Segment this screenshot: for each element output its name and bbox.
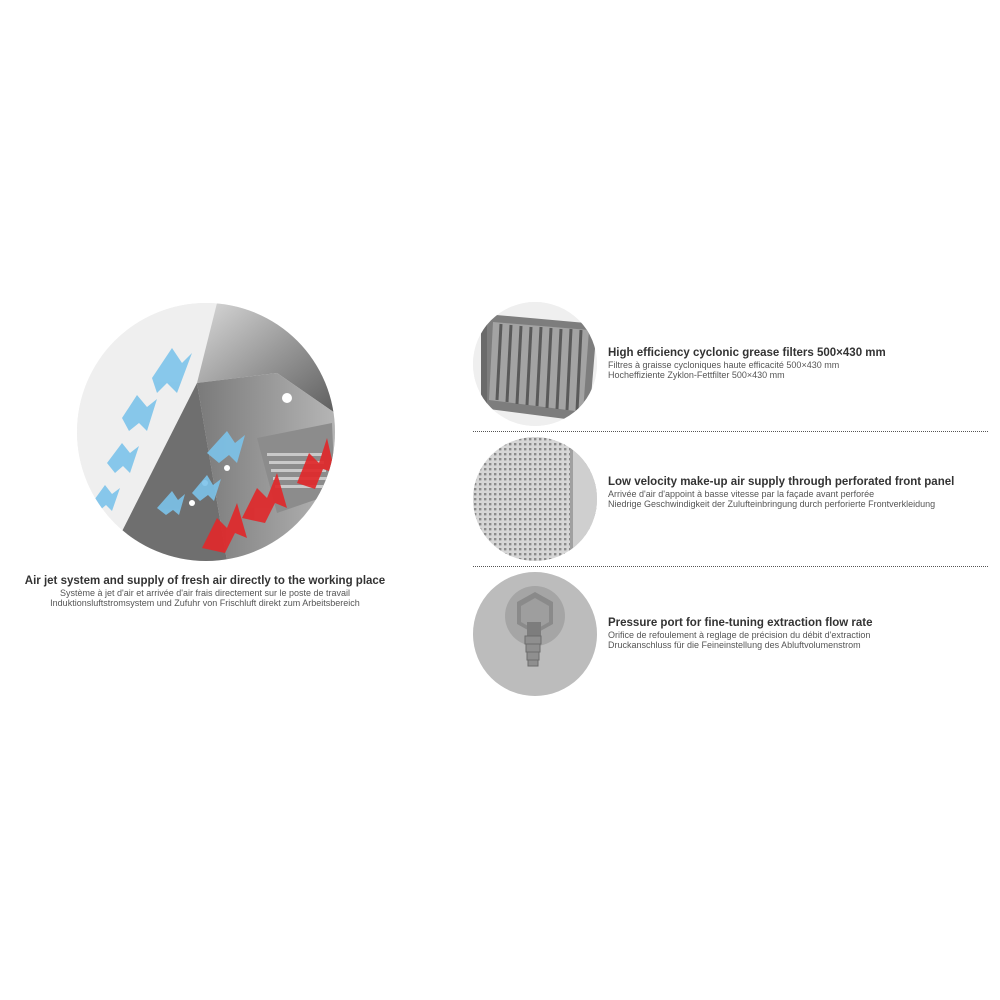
feature-text-panel [608, 476, 988, 509]
grease-filter-icon [473, 302, 597, 426]
kitchen-hood-airflow-icon [77, 303, 335, 561]
left-caption-de: Induktionsluftstromsystem und Zufuhr von Frischluft direkt zum Arbeitsbereich [50, 598, 360, 608]
grease-filter-image [473, 302, 597, 426]
feature-title-filters: High efficiency cyclonic grease filters 500×430 mm [608, 347, 886, 359]
feature-title-port: Pressure port for fine-tuning extraction flow rate [608, 617, 873, 629]
perforated-panel-icon [473, 437, 597, 561]
feature-text-port [608, 617, 988, 650]
divider-1 [473, 431, 988, 432]
feature-fr-panel: Arrivée d'air d'appoint à basse vitesse par la façade avant perforée [608, 489, 875, 499]
perforated-panel-image [473, 437, 597, 561]
feature-fr-filters: Filtres à graisse cycloniques haute efficacité 500×430 mm [608, 360, 840, 370]
pressure-port-icon [473, 572, 597, 696]
feature-de-filters: Hocheffiziente Zyklon-Fettfilter 500×430 mm [608, 370, 785, 380]
left-caption-fr: Système à jet d'air et arrivée d'air frais directement sur le poste de travail [59, 588, 351, 598]
feature-de-panel: Niedrige Geschwindigkeit der Zulufteinbringung durch perforierte Frontverkleidung [608, 499, 936, 509]
feature-title-panel: Low velocity make-up air supply through perforated front panel [608, 476, 955, 488]
left-caption-title: Air jet system and supply of fresh air directly to the working place [24, 575, 386, 587]
hood-airflow-image [77, 303, 335, 561]
left-caption [0, 575, 410, 608]
feature-text-filters [608, 347, 988, 380]
feature-fr-port: Orifice de refoulement à reglage de précision du débit d'extraction [608, 630, 871, 640]
feature-de-port: Druckanschluss für die Feineinstellung des Abluftvolumenstrom [608, 640, 861, 650]
divider-2 [473, 566, 988, 567]
pressure-port-image [473, 572, 597, 696]
